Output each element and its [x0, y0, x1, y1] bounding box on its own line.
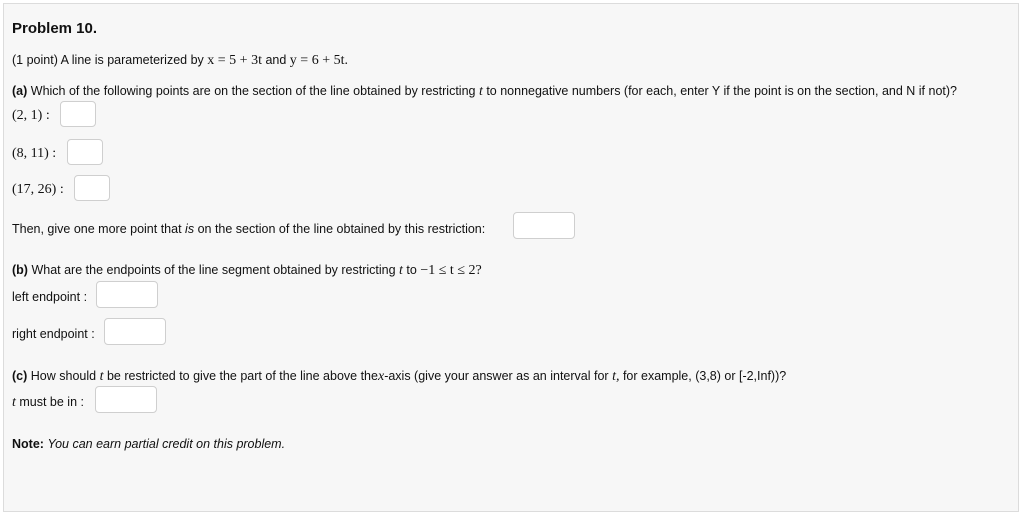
interval-input[interactable] — [95, 386, 157, 413]
point-2-label: (8, 11) : — [12, 146, 57, 161]
point-3-input[interactable] — [74, 175, 110, 201]
y-equation: y = 6 + 5t. — [289, 53, 348, 68]
point-2-input[interactable] — [67, 139, 103, 165]
part-a-question — [12, 84, 957, 100]
and-word: and — [265, 53, 287, 67]
interval-label-text: must be in : — [19, 395, 84, 409]
interval-label — [12, 395, 84, 411]
note-text: You can earn partial credit on this problem. — [47, 437, 286, 451]
part-c-var-x: x — [377, 369, 385, 384]
problem-panel — [3, 3, 1019, 512]
part-b-label: (b) — [12, 263, 28, 277]
extra-prompt-emph: is — [185, 222, 195, 236]
point-1-label: (2, 1) : — [12, 108, 50, 123]
interval-var-t: t — [12, 395, 16, 410]
part-b-question-prefix: What are the endpoints of the line segment obtained by restricting — [31, 263, 396, 277]
part-c-question — [12, 369, 786, 385]
part-b-var-t: t — [399, 263, 403, 278]
extra-point-input[interactable] — [513, 212, 575, 239]
right-endpoint-label: right endpoint : — [12, 327, 95, 341]
part-c-question-suffix: for example, (3,8) or [-2,Inf))? — [622, 369, 787, 383]
part-a-question-suffix: to nonnegative numbers (for each, enter Y if the point is on the section, and N if not)? — [486, 84, 957, 98]
points-label: (1 point) — [12, 53, 58, 67]
extra-prompt-after: on the section of the line obtained by this restriction: — [197, 222, 486, 236]
part-c-var-t: t — [99, 369, 104, 384]
part-a-question-prefix: Which of the following points are on the section of the line obtained by restricting — [30, 84, 476, 98]
point-3-label: (17, 26) : — [12, 182, 64, 197]
extra-point-prompt — [12, 222, 485, 236]
left-endpoint-input[interactable] — [96, 281, 158, 308]
extra-prompt-before: Then, give one more point that — [12, 222, 182, 236]
problem-statement — [12, 53, 348, 69]
part-a-label: (a) — [12, 84, 28, 98]
note — [12, 437, 285, 451]
x-equation: x = 5 + 3t — [207, 53, 262, 68]
part-c-var-t2: t, — [612, 369, 620, 384]
part-c-question-prefix: How should — [30, 369, 97, 383]
part-c-label: (c) — [12, 369, 28, 383]
point-1-input[interactable] — [60, 101, 96, 127]
part-c-question-mid: be restricted to give the part of the line above the — [106, 369, 378, 383]
part-b-question — [12, 263, 482, 279]
part-a-var-t: t — [478, 84, 483, 99]
problem-title: Problem 10. — [12, 20, 98, 37]
note-label: Note: — [12, 437, 44, 451]
right-endpoint-input[interactable] — [104, 318, 166, 345]
part-b-range: −1 ≤ t ≤ 2? — [420, 263, 482, 278]
left-endpoint-label: left endpoint : — [12, 290, 88, 304]
part-b-to-word: to — [406, 263, 417, 277]
statement-prefix: A line is parameterized by — [60, 53, 204, 67]
part-c-question-after-x: -axis (give your answer as an interval for — [384, 369, 609, 383]
